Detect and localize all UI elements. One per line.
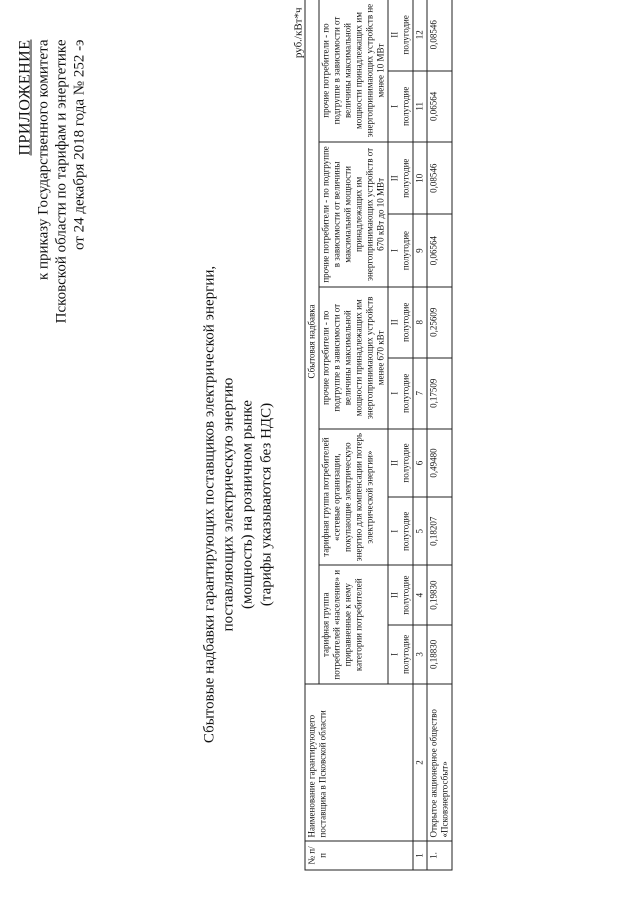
half-3-1: I полугодие	[388, 358, 413, 429]
index-cell: 8	[413, 287, 427, 358]
index-cell: 10	[413, 142, 427, 214]
half-2-1: I полугодие	[388, 497, 413, 565]
table-index-row	[413, 0, 427, 870]
index-cell: 2	[413, 684, 427, 841]
index-cell: 5	[413, 497, 427, 565]
units-label: руб./кВт*ч	[292, 7, 305, 59]
half-4-2: II полугодие	[388, 142, 413, 214]
row-supplier-name: Открытое акционерное общество «Псковэнергосбыт»	[427, 684, 452, 841]
appendix-line-2: Псковской области по тарифам и энергетике	[53, 39, 70, 324]
appendix-line-1: к приказу Государственного комитета	[35, 39, 52, 281]
index-cell: 7	[413, 358, 427, 429]
table-header-row-1	[305, 0, 319, 870]
index-cell: 4	[413, 565, 427, 624]
header-group-1: тарифная группа потребителей «население» и приравненные к нему категории потребителей	[319, 565, 388, 684]
row-value: 0,18830	[427, 625, 452, 684]
half-2-2: II полугодие	[388, 429, 413, 497]
appendix-line-3: от 24 декабря 2018 года № 252 -э	[71, 39, 88, 251]
row-value: 0,18207	[427, 497, 452, 565]
index-cell: 6	[413, 429, 427, 497]
row-num: 1.	[427, 841, 452, 870]
half-4-1: I полугодие	[388, 214, 413, 286]
rotated-sheet	[1, 0, 640, 905]
row-value: 0,08546	[427, 0, 452, 71]
header-group-4: прочие потребители - по подгруппе в зависимости от величины максимальной мощности принадлежащих им энергопринимающих устройств от 670 кВт до 10 МВт	[319, 142, 388, 287]
table-row	[427, 0, 452, 870]
index-cell: 11	[413, 71, 427, 142]
title-line-1: Сбытовые надбавки гарантирующих поставщиков электрической энергии, поставляющих электрическую энергию	[201, 265, 237, 744]
row-value: 0,19830	[427, 565, 452, 624]
header-group-2: тарифная группа потребителей «сетевые организации, покупающие электрическую энергию для компенсации потерь электрической энергии»	[319, 429, 388, 566]
half-1-2: II полугодие	[388, 565, 413, 624]
row-value: 0,25609	[427, 287, 452, 358]
row-value: 0,08546	[427, 142, 452, 214]
half-5-2: II полугодие	[388, 0, 413, 71]
index-cell: 3	[413, 625, 427, 684]
half-1-1: I полугодие	[388, 625, 413, 684]
header-name: Наименование гарантирующего поставщика в Псковской области	[305, 684, 413, 841]
header-group-3: прочие потребители - по подгруппе в зависимости от величины максимальной мощности принадлежащих им энергопринимающих устройств менее 670 кВт	[319, 287, 388, 429]
row-value: 0,49480	[427, 429, 452, 497]
title-line-2: (мощность) на розничном рынке	[239, 400, 256, 609]
half-3-2: II полугодие	[388, 287, 413, 358]
row-value: 0,17509	[427, 358, 452, 429]
appendix-header	[17, 40, 89, 324]
index-cell: 9	[413, 214, 427, 286]
header-num: № п/п	[305, 841, 413, 870]
index-cell: 12	[413, 0, 427, 71]
index-cell: 1	[413, 841, 427, 870]
half-5-1: I полугодие	[388, 71, 413, 142]
row-value: 0,06564	[427, 71, 452, 142]
header-group-5: прочие потребители - по подгруппе в зависимости от величины максимальной мощности принадлежащих им энергопринимающих устройств не менее 10 МВт	[319, 0, 388, 142]
row-value: 0,06564	[427, 214, 452, 286]
appendix-title: ПРИЛОЖЕНИЕ	[16, 39, 34, 156]
title-line-3: (тарифы указываются без НДС)	[258, 402, 275, 607]
header-group: Сбытовая надбавка	[305, 0, 319, 684]
surcharge-table	[305, 0, 453, 871]
document-title	[201, 225, 277, 785]
